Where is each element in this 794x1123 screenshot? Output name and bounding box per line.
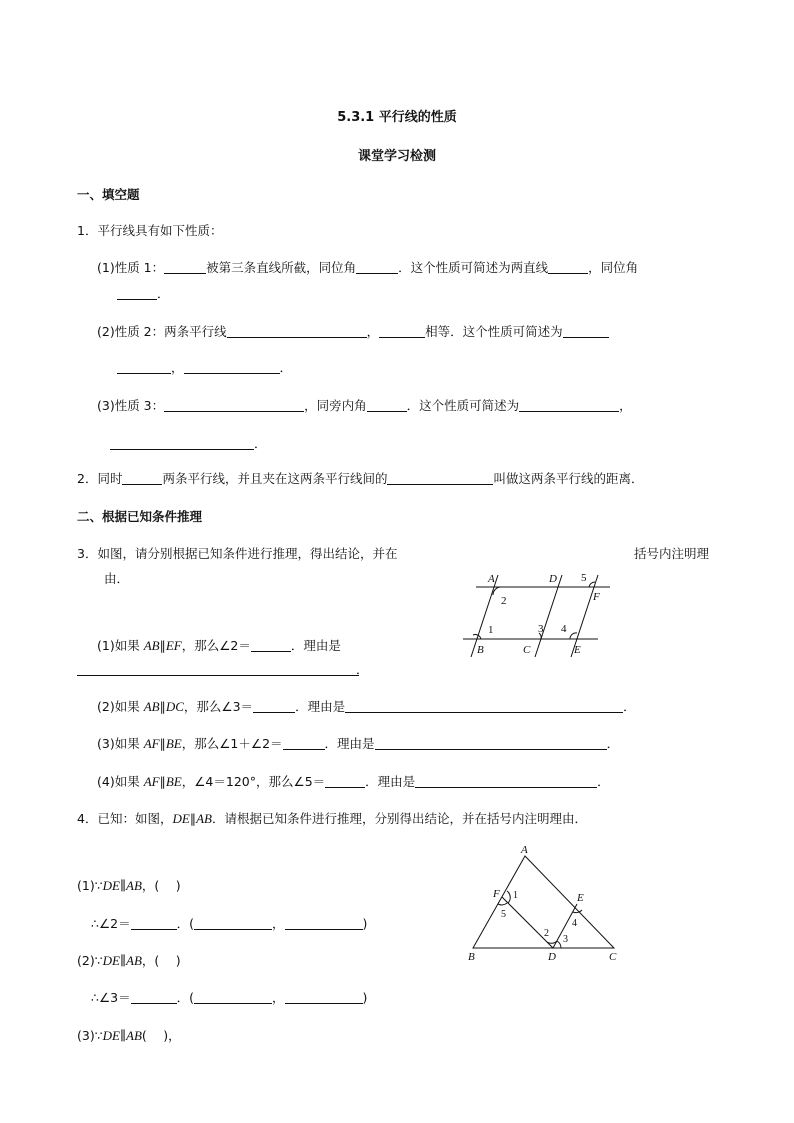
q1-p3-text-c: ．这个性质可简述为 xyxy=(406,398,520,413)
answer-blank[interactable] xyxy=(227,324,367,338)
section-heading-fill-in: 一、填空题 xyxy=(77,187,140,202)
q4-l1-var: DE∥AB xyxy=(102,878,142,893)
q3-stem-c: 由． xyxy=(104,571,130,586)
q3-s3-var1: AF xyxy=(143,736,160,751)
answer-blank[interactable] xyxy=(415,774,597,788)
answer-blank[interactable] xyxy=(117,360,171,374)
q1-p3-text-e: ． xyxy=(254,436,267,451)
section-heading-reasoning: 二、根据已知条件推理 xyxy=(77,509,203,524)
answer-blank[interactable] xyxy=(131,990,177,1004)
q4-l4-text-d: ) xyxy=(362,990,368,1005)
answer-blank[interactable] xyxy=(110,436,254,450)
q1-p1-text-a: (1)性质 1： xyxy=(97,260,165,275)
answer-blank[interactable] xyxy=(194,990,272,1004)
q1-p3-text-d: ， xyxy=(619,398,632,413)
q3-s1-text-a: (1)如果 xyxy=(97,638,144,653)
q1-property2-line1 xyxy=(97,324,609,340)
q3-s1-reason-blank[interactable] xyxy=(77,675,359,676)
angle-arc-1 xyxy=(507,891,510,903)
label-A: A xyxy=(521,844,528,856)
q3-s2-text-b: ，那么∠3＝ xyxy=(183,699,254,714)
q1-p2-text-b: ， xyxy=(366,324,380,339)
q3-s2-parallel: ∥ xyxy=(159,699,166,714)
q1-property3-line2 xyxy=(110,436,267,452)
q1-p3-text-a: (3)性质 3： xyxy=(97,398,165,413)
answer-blank[interactable] xyxy=(253,699,295,713)
q1-stem: 1．平行线具有如下性质： xyxy=(77,223,223,238)
label-angle-3: 3 xyxy=(563,934,568,945)
q3-figure-parallel-lines xyxy=(455,565,620,665)
label-angle-4: 4 xyxy=(572,918,577,929)
answer-blank[interactable] xyxy=(164,398,304,412)
q3-s2-text-d: ． xyxy=(623,699,636,714)
label-angle-4: 4 xyxy=(561,623,567,635)
q4-l5-text-a: (3)∵ xyxy=(77,1028,103,1043)
answer-blank[interactable] xyxy=(367,398,407,412)
answer-blank[interactable] xyxy=(285,916,363,930)
answer-blank[interactable] xyxy=(283,736,325,750)
q3-s2-var1: AB xyxy=(143,699,160,714)
q3-s4-text-b: ，∠4＝120°，那么∠5＝ xyxy=(181,774,326,789)
q4-l4-text-c: ， xyxy=(272,990,285,1005)
q1-p1-text-c: ．这个性质可简述为两直线 xyxy=(398,260,549,275)
q3-stem-a: 3．如图，请分别根据已知条件进行推理，得出结论，并在 xyxy=(77,546,398,561)
q3-s2-text-c: ．理由是 xyxy=(295,699,346,714)
q3-sub3 xyxy=(97,736,619,752)
answer-blank[interactable] xyxy=(131,916,177,930)
q1-p1-text-d: ，同位角 xyxy=(588,260,639,275)
q4-line2 xyxy=(91,916,367,932)
q4-l2-text-c: ， xyxy=(272,916,285,931)
q3-sub4 xyxy=(97,774,610,790)
q4-l1-text-a: (1)∵ xyxy=(77,878,103,893)
q4-l5-text-b: ( )， xyxy=(141,1028,181,1043)
q4-line3 xyxy=(77,953,181,969)
q3-s2-var2: DC xyxy=(165,699,184,714)
label-angle-5: 5 xyxy=(581,572,587,584)
q4-l3-text-b: ，( ) xyxy=(141,953,181,968)
answer-blank[interactable] xyxy=(122,471,162,485)
label-angle-2: 2 xyxy=(501,595,507,607)
angle-arc-4 xyxy=(570,633,577,639)
page-title: 5.3.1 平行线的性质 xyxy=(337,110,457,125)
q1-p3-text-b: ，同旁内角 xyxy=(304,398,367,413)
q4-l1-text-b: ，( ) xyxy=(141,878,181,893)
q1-property1-line1 xyxy=(97,260,638,276)
label-angle-5: 5 xyxy=(501,909,506,920)
answer-blank[interactable] xyxy=(285,990,363,1004)
q3-s3-var2: BE xyxy=(165,736,182,751)
q4-l2-text-a: ∴∠2＝ xyxy=(91,916,131,931)
q4-parallel: ∥ xyxy=(189,811,197,826)
q1-p1-text-e: ． xyxy=(157,286,170,301)
label-angle-3: 3 xyxy=(538,623,544,635)
answer-blank[interactable] xyxy=(387,471,493,485)
q4-figure-triangle xyxy=(462,842,627,964)
angle-arc-5 xyxy=(498,903,507,905)
answer-blank[interactable] xyxy=(563,324,609,338)
answer-blank[interactable] xyxy=(375,736,607,750)
angle-arc-3 xyxy=(557,941,561,948)
q3-s3-text-c: ．理由是 xyxy=(324,736,375,751)
q4-var2: AB xyxy=(196,811,212,826)
q1-p2-text-e: ． xyxy=(279,360,293,375)
q3-s4-var1: AF xyxy=(143,774,160,789)
label-B: B xyxy=(477,644,484,656)
answer-blank[interactable] xyxy=(117,286,157,300)
q3-s1-end: ． xyxy=(356,662,369,677)
label-angle-1: 1 xyxy=(488,624,494,636)
q3-sub1 xyxy=(97,638,341,654)
q4-l3-var: DE∥AB xyxy=(102,953,142,968)
answer-blank[interactable] xyxy=(251,638,291,652)
q1-p2-text-d: ， xyxy=(171,360,184,375)
q3-s2-text-a: (2)如果 xyxy=(97,699,144,714)
q3-s3-text-b: ，那么∠1＋∠2＝ xyxy=(181,736,283,751)
q4-stem-a: 4．已知：如图， xyxy=(77,811,173,826)
q3-s1-var2: EF xyxy=(165,638,182,653)
label-E: E xyxy=(574,644,581,656)
answer-blank[interactable] xyxy=(184,360,280,374)
q2-text-a: 2．同时 xyxy=(77,471,123,486)
q3-s4-text-c: ．理由是 xyxy=(365,774,416,789)
answer-blank[interactable] xyxy=(345,699,623,713)
label-B: B xyxy=(468,951,475,963)
answer-blank[interactable] xyxy=(548,260,588,274)
q1-property3-line1 xyxy=(97,398,632,414)
q3-s3-parallel: ∥ xyxy=(159,736,166,751)
q4-l4-text-b: ．( xyxy=(176,990,195,1005)
q1-p2-text-c: 相等．这个性质可简述为 xyxy=(425,324,563,339)
q3-s4-text-d: ． xyxy=(597,774,610,789)
label-D: D xyxy=(548,951,556,963)
q4-l3-text-a: (2)∵ xyxy=(77,953,103,968)
q3-stem-b: 括号内注明理 xyxy=(634,546,710,561)
answer-blank[interactable] xyxy=(164,260,206,274)
answer-blank[interactable] xyxy=(356,260,398,274)
label-angle-2: 2 xyxy=(544,928,549,939)
q4-l4-text-a: ∴∠3＝ xyxy=(91,990,131,1005)
q3-s1-text-c: ．理由是 xyxy=(290,638,341,653)
q3-sub2 xyxy=(97,699,636,715)
q2-text-b: 两条平行线，并且夹在这两条平行线间的 xyxy=(162,471,388,486)
label-angle-1: 1 xyxy=(513,890,518,901)
answer-blank[interactable] xyxy=(325,774,365,788)
q2-text-c: 叫做这两条平行线的距离． xyxy=(493,471,644,486)
q2-line xyxy=(77,471,643,487)
angle-arc-2 xyxy=(493,587,501,595)
q3-s3-text-d: ． xyxy=(606,736,620,751)
label-E: E xyxy=(577,892,584,904)
answer-blank[interactable] xyxy=(194,916,272,930)
q4-l5-var: DE∥AB xyxy=(102,1028,142,1043)
q4-stem xyxy=(77,811,587,827)
q4-line4 xyxy=(91,990,367,1006)
q1-p2-text-a: (2)性质 2：两条平行线 xyxy=(97,324,227,339)
q3-s1-var1: AB xyxy=(143,638,160,653)
q3-s1-parallel: ∥ xyxy=(159,638,166,653)
q1-property2-line2 xyxy=(117,360,292,376)
q3-s1-text-b: ，那么∠2＝ xyxy=(181,638,251,653)
label-D: D xyxy=(549,573,557,585)
label-C: C xyxy=(523,644,531,656)
label-A: A xyxy=(488,573,495,585)
q4-l2-text-b: ．( xyxy=(176,916,195,931)
q3-s3-text-a: (3)如果 xyxy=(97,736,144,751)
label-C: C xyxy=(609,951,617,963)
q1-property1-line2 xyxy=(117,286,170,302)
q4-line5 xyxy=(77,1028,181,1044)
q3-s4-parallel: ∥ xyxy=(159,774,166,789)
answer-blank[interactable] xyxy=(379,324,425,338)
q3-s4-text-a: (4)如果 xyxy=(97,774,144,789)
q3-s4-var2: BE xyxy=(165,774,182,789)
page-subtitle: 课堂学习检测 xyxy=(357,149,436,164)
answer-blank[interactable] xyxy=(519,398,619,412)
q4-var1: DE xyxy=(172,811,190,826)
q4-line1 xyxy=(77,878,181,894)
q1-p1-text-b: 被第三条直线所截，同位角 xyxy=(206,260,357,275)
q4-l2-text-d: ) xyxy=(362,916,368,931)
segment-FD xyxy=(502,897,553,948)
label-F: F xyxy=(493,888,500,900)
label-F: F xyxy=(593,591,600,603)
q4-stem-b: ．请根据已知条件进行推理，分别得出结论，并在括号内注明理由． xyxy=(211,811,587,826)
